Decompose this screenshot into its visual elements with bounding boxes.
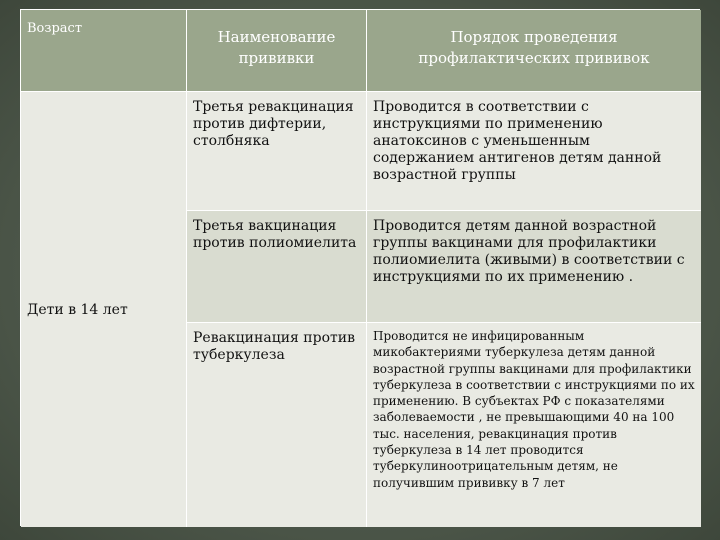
row-1-procedure: Проводится в соответствии с инструкциями по применению анатоксинов с уменьшенным содержанием антигенов детям данной возрастной группы	[367, 92, 701, 211]
vaccination-table	[20, 9, 700, 526]
header-age: Возраст	[21, 10, 187, 92]
row-2-vaccine: Третья вакцинация против полиомиелита	[187, 211, 367, 323]
header-vaccine-name: Наименование прививки	[187, 10, 367, 92]
row-3-procedure: Проводится не инфицированным микобактериями туберкулеза детям данной возрастной группы вакцинами для профилактики туберкулеза в соответствии с инструкциями по их применению. В субъектах РФ с показателями заболеваемости , не превышающими 40 на 100 тыс. населения, ревакцинация против туберкулеза в 14 лет проводится туберкулиноотрицательным детям, не получившим прививку в 7 лет	[367, 323, 701, 527]
age-group-label: Дети в 14 лет	[27, 301, 128, 318]
row-2-procedure: Проводится детям данной возрастной группы вакцинами для профилактики полиомиелита (живыми) в соответствии с инструкциями по их применению .	[367, 211, 701, 323]
row-3-vaccine: Ревакцинация против туберкулеза	[187, 323, 367, 527]
age-group-cell	[21, 92, 187, 527]
header-procedure: Порядок проведения профилактических прививок	[367, 10, 701, 92]
row-1-vaccine: Третья ревакцинация против дифтерии, столбняка	[187, 92, 367, 211]
